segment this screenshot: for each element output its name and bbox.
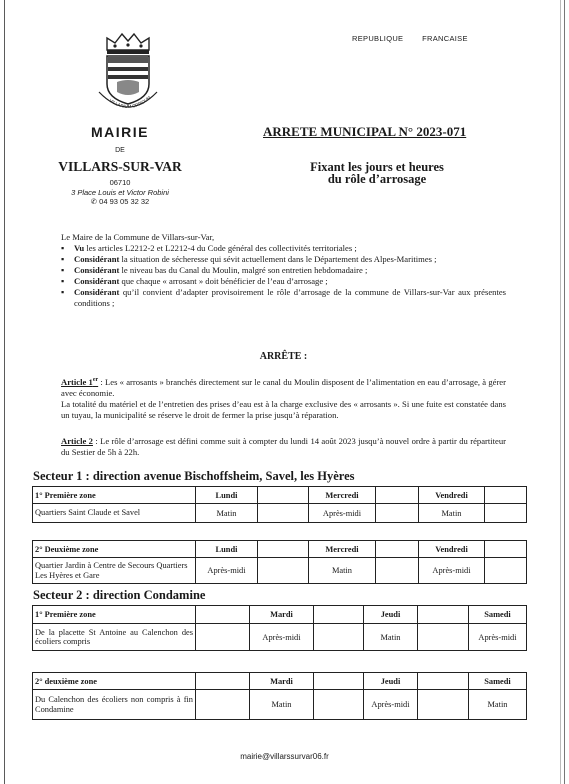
schedule-cell: Après-midi bbox=[469, 624, 527, 651]
arrete-subtitle bbox=[282, 161, 472, 185]
page-edge-left bbox=[4, 0, 5, 784]
preamble-intro: Le Maire de la Commune de Villars-sur-Var, bbox=[61, 232, 215, 242]
day-header: Lundi bbox=[196, 487, 258, 504]
article-1-text-2: La totalité du matériel et de l’entretien des prises d’eau est à la charge exclusive des « arrosants ». Si une fuite est constatée dans un tuyau, la municipalité se réserve le droit de fermer la prise jusqu’à réparation. bbox=[61, 398, 506, 420]
considerants-list bbox=[61, 243, 506, 309]
schedule-cell: Matin bbox=[469, 690, 527, 720]
considerant-item: ▪ Considérant la situation de sécheresse qui sévit actuellement dans le Département des Alpes-Maritimes ; bbox=[61, 254, 506, 265]
preamble bbox=[61, 232, 506, 309]
schedule-cell: Matin bbox=[309, 558, 376, 584]
article-1 bbox=[61, 375, 506, 421]
considerant-item: ▪ Considérant qu’il convient d’adapter provisoirement le rôle d’arrosage de la commune de Villars-sur-Var aux présentes conditions ; bbox=[61, 287, 506, 309]
article-1-text: : Les « arrosants » branchés directement sur le canal du Moulin disposent de l’alimentation en eau d’arrosage, à gérer avec économie. bbox=[61, 376, 506, 398]
page-edge-right-inner bbox=[560, 0, 561, 784]
mairie-heading: MAIRIE bbox=[91, 124, 149, 140]
quartier-cell: De la placette St Antoine au Calenchon des écoliers compris bbox=[33, 624, 196, 651]
day-header: Mercredi bbox=[309, 487, 376, 504]
article-2-label: Article 2 bbox=[61, 436, 93, 446]
francaise-text: FRANCAISE bbox=[422, 34, 468, 43]
commune-name: VILLARS-SUR-VAR bbox=[58, 159, 182, 174]
day-header: Samedi bbox=[469, 606, 527, 624]
considerant-item: ▪ Vu les articles L2212-2 et L2212-4 du Code général des collectivités territoriales ; bbox=[61, 243, 506, 254]
day-header: Jeudi bbox=[364, 606, 418, 624]
postal-code: 06710 bbox=[109, 178, 131, 187]
zone-label: 2° deuxième zone bbox=[33, 673, 196, 690]
zone-label: 1° Première zone bbox=[33, 606, 196, 624]
secteur-2-zone-1-table bbox=[32, 605, 527, 651]
day-header: Samedi bbox=[469, 673, 527, 690]
zone-label: 2° Deuxième zone bbox=[33, 541, 196, 558]
day-header: Jeudi bbox=[364, 673, 418, 690]
republique-text: REPUBLIQUE bbox=[352, 34, 404, 43]
phone-line bbox=[60, 197, 180, 206]
day-header: Mercredi bbox=[309, 541, 376, 558]
footer-email[interactable]: mairie@villarssurvar06.fr bbox=[240, 752, 329, 761]
schedule-cell: Après-midi bbox=[309, 504, 376, 523]
address: 3 Place Louis et Victor Robini bbox=[71, 188, 169, 197]
coat-of-arms-icon bbox=[95, 30, 161, 116]
article-1-label: Article 1er bbox=[61, 376, 99, 387]
secteur-2-zone-2-table bbox=[32, 672, 527, 720]
zone-label: 1° Première zone bbox=[33, 487, 196, 504]
quartier-cell: Quartiers Saint Claude et Savel bbox=[33, 504, 196, 523]
seal-motto: VILLARIUM OPPIDUM bbox=[108, 94, 152, 110]
phone-number: 04 93 05 32 32 bbox=[99, 197, 150, 206]
quartier-cell: Du Calenchon des écoliers non compris à fin Condamine bbox=[33, 690, 196, 720]
secteur-2-title: Secteur 2 : direction Condamine bbox=[33, 588, 206, 602]
day-header: Lundi bbox=[196, 541, 258, 558]
schedule-cell: Après-midi bbox=[250, 624, 314, 651]
schedule-cell: Matin bbox=[364, 624, 418, 651]
schedule-cell: Après-midi bbox=[196, 558, 258, 584]
quartier-cell: Quartier Jardin à Centre de Secours Quartiers Les Hyères et Gare bbox=[33, 558, 196, 584]
considerant-item: ▪ Considérant le niveau bas du Canal du Moulin, malgré son entretien hebdomadaire ; bbox=[61, 265, 506, 276]
day-header: Vendredi bbox=[419, 487, 485, 504]
schedule-cell: Matin bbox=[250, 690, 314, 720]
day-header: Mardi bbox=[250, 673, 314, 690]
arrete-heading: ARRÊTE : bbox=[259, 351, 308, 362]
secteur-1-zone-1-table bbox=[32, 486, 527, 523]
day-header: Vendredi bbox=[419, 541, 485, 558]
arrete-title: ARRETE MUNICIPAL N° 2023-071 bbox=[263, 124, 467, 139]
de-text: DE bbox=[115, 147, 125, 154]
article-2 bbox=[61, 436, 506, 458]
secteur-1-title: Secteur 1 : direction avenue Bischoffsheim, Savel, les Hyères bbox=[33, 469, 355, 483]
considerant-item: ▪ Considérant que chaque « arrosant » doit bénéficier de l’eau d’arrosage ; bbox=[61, 276, 506, 287]
subtitle-line-2: du rôle d’arrosage bbox=[327, 172, 427, 186]
day-header: Mardi bbox=[250, 606, 314, 624]
schedule-cell: Après-midi bbox=[419, 558, 485, 584]
schedule-cell: Matin bbox=[419, 504, 485, 523]
schedule-cell: Après-midi bbox=[364, 690, 418, 720]
secteur-1-zone-2-table bbox=[32, 540, 527, 584]
page-edge-right bbox=[564, 0, 565, 784]
article-2-text: : Le rôle d’arrosage est défini comme suit à compter du lundi 14 août 2023 jusqu’à nouvel ordre à partir du répartiteur du Sestier de 5h à 22h. bbox=[61, 436, 507, 457]
schedule-cell: Matin bbox=[196, 504, 258, 523]
phone-icon: ✆ bbox=[90, 197, 98, 206]
subtitle-line-1: Fixant les jours et heures bbox=[310, 160, 444, 174]
republique-francaise-heading bbox=[352, 34, 468, 43]
